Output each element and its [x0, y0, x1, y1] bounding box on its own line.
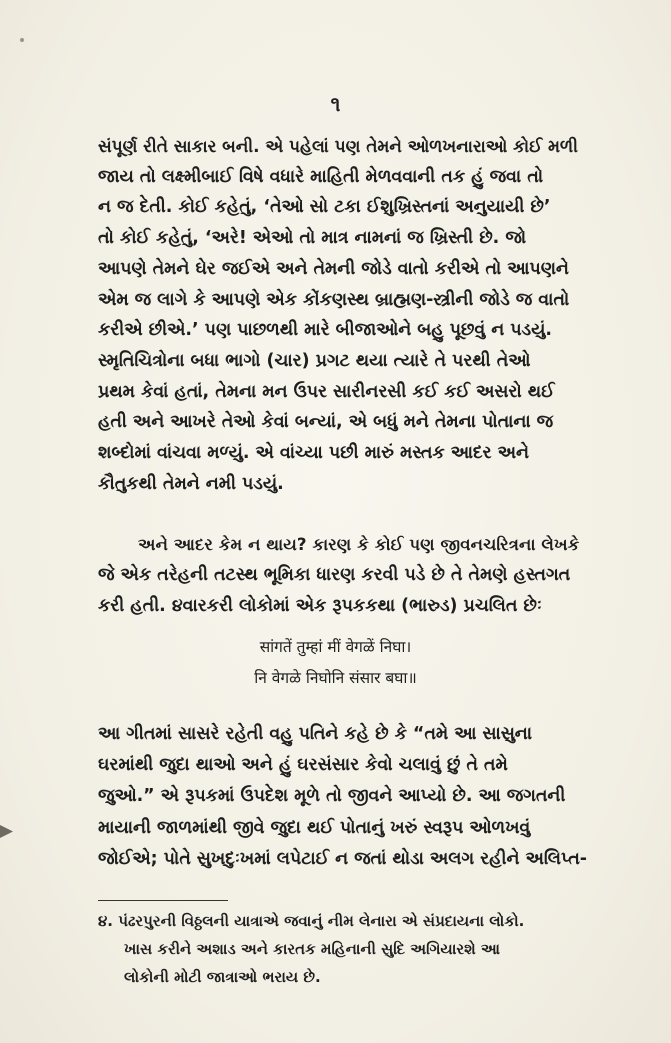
text-line: અને આદર કેમ ન થાય? કારણ કે કોઈ પણ જીવનચરિત્રના લેખકે — [138, 535, 580, 554]
text-line: એમ જ લાગે કે આપણે એક કોંકણસ્થ બ્રાહ્મણ-સ્ત્રીની જોડે જ વાતો — [98, 289, 570, 310]
text-line: કરી હતી. ૪વારકરી લોકોમાં એક રૂપકકથા (ભારુડ) પ્રચલિત છેઃ — [98, 595, 542, 616]
footnote-line: ૪. પંઢરપુરની વિઠ્ઠલની યાત્રાએ જવાનું નીમ લેનારા એ સંપ્રદાયના લોકો. — [98, 912, 525, 930]
page-edge-mark — [0, 825, 13, 838]
text-line: આ ગીતમાં સાસરે રહેતી વહુ પતિને કહે છે કે “તમે આ સાસુના — [98, 724, 533, 744]
text-line: શબ્દોમાં વાંચવા મળ્યું. એ વાંચ્યા પછી મારું મસ્તક આદર અને — [98, 443, 529, 464]
text-line: ઘરમાંથી જુદા થાઓ અને હું ઘરસંસાર કેવો ચલાવું છું તે તમે — [98, 755, 508, 776]
footnote-line: ખાસ કરીને અશાડ અને કારતક મહિનાની સુદિ અગિયારશે આ — [124, 940, 501, 958]
text-line: માયાની જાળમાંથી જીવે જુદા થઈ પોતાનું ખરું સ્વરૂપ ઓળખવું — [98, 817, 531, 838]
page-number: ૧ — [330, 92, 341, 116]
paragraph-3 — [98, 719, 588, 875]
footnote-divider — [98, 900, 228, 901]
text-line: જુઓ.” એ રૂપકમાં ઉપદેશ મૂળે તો જીવને આપ્યો છે. આ જગતની — [98, 786, 566, 807]
text-line: કરીએ છીએ.’ પણ પાછળથી મારે બીજાઓને બહુ પૂછવું ન પડયું. — [98, 320, 552, 341]
text-line: સ્મૃતિચિત્રોના બધા ભાગો (ચાર) પ્રગટ થયા ત્યારે તે પરથી તેઓ — [98, 350, 531, 371]
text-line: કૌતુકથી તેમને નમી પડયું. — [98, 473, 284, 494]
footnote — [98, 907, 590, 991]
text-line: ન જ દેતી. કોઈ કહેતું, ‘તેઓ સો ટકા ઈશુખ્રિસ્તનાં અનુયાયી છે’ — [98, 197, 551, 218]
paragraph-1 — [98, 131, 588, 499]
text-line: જોઈએ; પોતે સુખદુઃખમાં લપેટાઈ ન જતાં થોડા અલગ રહીને અલિપ્ત- — [98, 848, 587, 869]
text-line: આપણે તેમને ઘેર જઈએ અને તેમની જોડે વાતો કરીએ તો આપણને — [98, 258, 569, 279]
text-line: સંપૂર્ણ રીતે સાકાર બની. એ પહેલાં પણ તેમને ઓળખનારાઓ કોઈ મળી — [98, 136, 578, 156]
paper-speck — [20, 38, 24, 42]
text-line: પ્રથમ કેવાં હતાં, તેમના મન ઉપર સારીનરસી કઈ કઈ અસરો થઈ — [98, 381, 555, 402]
text-line: જે એક તરેહની તટસ્થ ભૂમિકા ધારણ કરવી પડે છે તે તેમણે હસ્તગત — [98, 565, 571, 586]
text-line: જાય તો લક્ષ્મીબાઈ વિષે વધારે માહિતી મેળવવાની તક હું જવા તો — [98, 166, 544, 187]
text-line: હતી અને આખરે તેઓ કેવાં બન્યાં, એ બધું મને તેમના પોતાના જ — [98, 412, 554, 433]
paragraph-2 — [98, 530, 588, 621]
verse-line-1: सांगतें तुम्हां मीं वेगळें निघा। — [259, 638, 412, 656]
verse-line-2: नि वेगळे निघोनि संसार बघा॥ — [254, 669, 417, 687]
text-line: તો કોઈ કહેતું, ‘અરે! એઓ તો માત્ર નામનાં જ ખ્રિસ્તી છે. જો — [98, 228, 527, 249]
footnote-line: લોકોની મોટી જાત્રાઓ ભરાય છે. — [124, 968, 321, 986]
